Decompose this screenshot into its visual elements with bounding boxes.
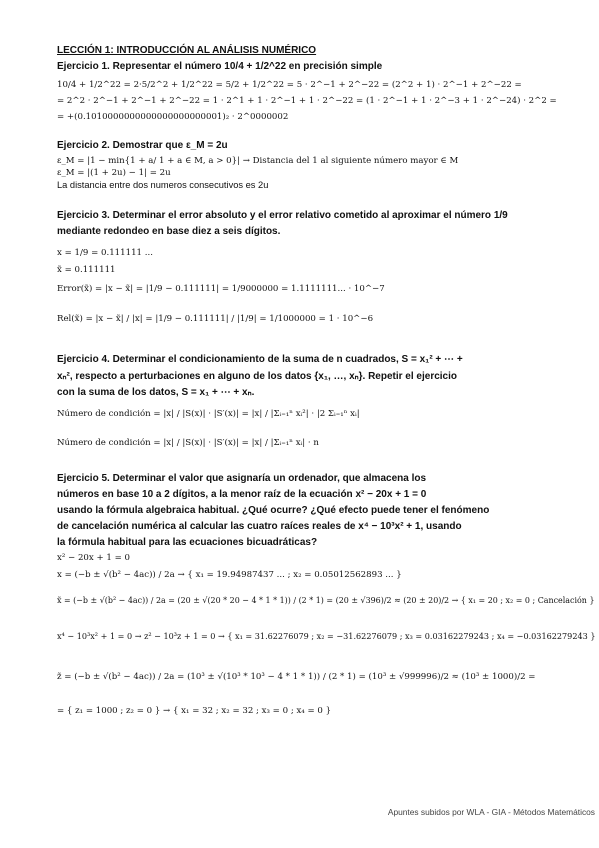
exercise-3-heading-1: Ejercicio 3. Determinar el error absoluto y el error relativo cometido al aproximar el número 1/9	[57, 210, 508, 221]
exercise-3-line-4: Rel(x̃) = |x − x̃| / |x| = |1/9 − 0.111111| / |1/9| = 1/1000000 = 1 · 10^−6	[57, 314, 374, 324]
exercise-5-line-6: = { z₁ = 1000 ; z₂ = 0 } → { x₁ = 32 ; x₂ = 32 ; x₃ = 0 ; x₄ = 0 }	[57, 706, 332, 716]
exercise-5-line-2: x = (−b ± √(b² − 4ac)) / 2a → { x₁ = 19.94987437 ... ; x₂ = 0.05012562893 ... }	[57, 570, 402, 580]
exercise-5-line-3: x̃ = (−b ± √(b² − 4ac)) / 2a = (20 ± √(20 * 20 − 4 * 1 * 1)) / (2 * 1) = (20 ± √396)/2 ≈ (20 ± 20)/2 → { x₁ = 20 ; x₂ = 0 ; Cancelación }	[57, 596, 595, 606]
page-footer: Apuntes subidos por WLA - GIA - Métodos Matemáticos	[387, 807, 595, 817]
exercise-3-line-2: x̃ = 0.111111	[57, 265, 116, 275]
exercise-4-heading-1: Ejercicio 4. Determinar el condicionamiento de la suma de n cuadrados, S = x₁² + ⋯ +	[57, 354, 463, 365]
exercise-3-line-3: Error(x̃) = |x − x̃| = |1/9 − 0.111111| = 1/9000000 = 1.1111111... · 10^−7	[57, 284, 385, 294]
exercise-2-line-3: La distancia entre dos numeros consecutivos es 2u	[57, 180, 269, 190]
exercise-1-heading: Ejercicio 1. Representar el número 10/4 + 1/2^22 en precisión simple	[57, 61, 383, 72]
exercise-5-heading-4: de cancelación numérica al calcular las cuatro raíces reales de x⁴ − 10³x² + 1, usando	[57, 521, 462, 532]
exercise-5-line-1: x² − 20x + 1 = 0	[57, 553, 131, 563]
exercise-3-heading-2: mediante redondeo en base diez a seis dígitos.	[57, 226, 281, 237]
exercise-1-line-2: = 2^2 · 2^−1 + 2^−1 + 2^−22 = 1 · 2^1 + 1 · 2^−1 + 1 · 2^−22 = (1 · 2^−1 + 1 · 2^−3 + 1 · 2^−24) · 2^2 =	[57, 96, 557, 106]
lesson-title: LECCIÓN 1: INTRODUCCIÓN AL ANÁLISIS NUMÉRICO	[57, 45, 317, 56]
exercise-2-heading: Ejercicio 2. Demostrar que ε_M = 2u	[57, 140, 228, 151]
exercise-2-line-2: ε_M = |(1 + 2u) − 1| = 2u	[57, 168, 171, 178]
exercise-4-heading-3: con la suma de los datos, S = x₁ + ⋯ + xₙ.	[57, 387, 255, 398]
exercise-5-heading-3: usando la fórmula algebraica habitual. ¿Qué ocurre? ¿Qué efecto puede tener el fenómeno	[57, 505, 490, 516]
exercise-1-line-1: 10/4 + 1/2^22 = 2·5/2^2 + 1/2^22 = 5/2 + 1/2^22 = 5 · 2^−1 + 2^−22 = (2^2 + 1) · 2^−1 + 2^−22 =	[57, 80, 522, 90]
exercise-5-heading-5: la fórmula habitual para las ecuaciones bicuadráticas?	[57, 537, 318, 548]
exercise-5-heading-2: números en base 10 a 2 dígitos, a la menor raíz de la ecuación x² − 20x + 1 = 0	[57, 489, 427, 500]
exercise-2-line-1: ε_M = |1 − min{1 + a/ 1 + a ∈ M, a > 0}| → Distancia del 1 al siguiente número mayor ∈ M	[57, 156, 459, 166]
exercise-4-line-2: Número de condición = |x| / |S(x)| · |S′(x)| = |x| / |Σᵢ₌₁ⁿ xᵢ| · n	[57, 438, 319, 448]
exercise-5-line-4: x⁴ − 10³x² + 1 = 0 → z² − 10³z + 1 = 0 → { x₁ = 31.62276079 ; x₂ = −31.62276079 ; x₃ = 0.03162279243 ; x₄ = −0.03162279243 }	[57, 632, 596, 642]
exercise-1-line-3: = +(0.1010000000000000000000001)₂ · 2^0000002	[57, 112, 289, 122]
exercise-5-line-5: z̃ = (−b ± √(b² − 4ac)) / 2a = (10³ ± √(10³ * 10³ − 4 * 1 * 1)) / (2 * 1) = (10³ ± √999996)/2 ≈ (10³ ± 1000)/2 =	[57, 672, 536, 682]
exercise-5-heading-1: Ejercicio 5. Determinar el valor que asignaría un ordenador, que almacena los	[57, 473, 427, 484]
exercise-4-heading-2: xₙ², respecto a perturbaciones en alguno de los datos {x₁, …, xₙ}. Repetir el ejercicio	[57, 371, 458, 382]
exercise-4-line-1: Número de condición = |x| / |S(x)| · |S′(x)| = |x| / |Σᵢ₌₁ⁿ xᵢ²| · |2 Σᵢ₌₁ⁿ xᵢ|	[57, 409, 360, 419]
exercise-3-line-1: x = 1/9 = 0.111111 ...	[57, 248, 153, 258]
